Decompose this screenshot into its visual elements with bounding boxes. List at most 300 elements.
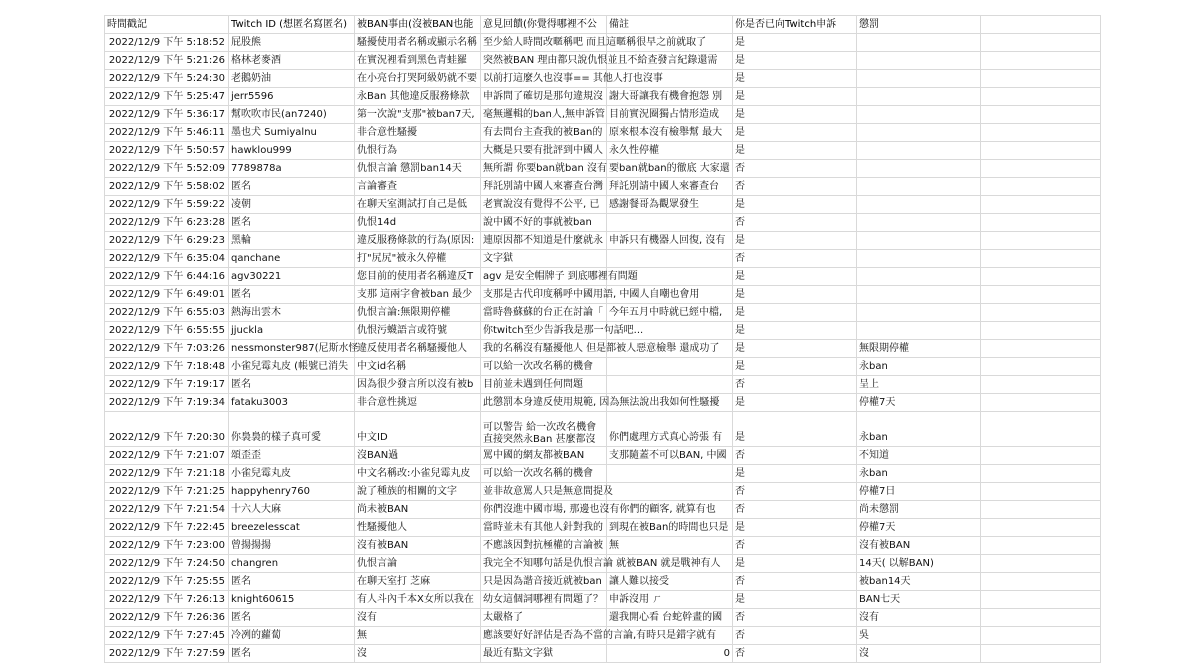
cell-timestamp[interactable]: 2022/12/9 下午 5:18:52 [105,34,229,52]
cell-appealed[interactable]: 是 [733,465,857,483]
cell-ban-reason[interactable]: 違反服務條款的行為(原因: [355,232,481,250]
cell-timestamp[interactable]: 2022/12/9 下午 7:27:45 [105,627,229,645]
header-appealed[interactable]: 你是否已向Twitch申訴 [733,16,857,34]
cell-twitch-id[interactable]: fataku3003 [229,394,355,412]
header-empty[interactable] [981,16,1101,34]
cell-penalty[interactable]: 永ban [857,412,981,447]
cell-feedback[interactable]: 支那是古代印度稱呼中國用語, 中國人自嘲也會用 [481,286,607,304]
cell-appealed[interactable]: 是 [733,70,857,88]
cell-ban-reason[interactable]: 中文名稱改:小雀兒霉丸皮 [355,465,481,483]
cell-empty[interactable] [981,160,1101,178]
cell-appealed[interactable]: 否 [733,573,857,591]
cell-twitch-id[interactable]: 黑輪 [229,232,355,250]
cell-penalty[interactable]: 沒有被BAN [857,537,981,555]
cell-twitch-id[interactable]: 熱海出雲木 [229,304,355,322]
cell-appealed[interactable]: 是 [733,358,857,376]
cell-penalty[interactable] [857,232,981,250]
cell-feedback[interactable]: 可以警告 給一次改名機會 直接突然永Ban 甚麼都沒 [481,412,607,447]
cell-penalty[interactable]: 停權7天 [857,519,981,537]
table-row [105,555,1101,573]
cell-twitch-id[interactable]: 匿名 [229,573,355,591]
cell-penalty[interactable]: BAN七天 [857,591,981,609]
table-row [105,160,1101,178]
responses-table [104,15,1101,663]
cell-timestamp[interactable]: 2022/12/9 下午 5:58:02 [105,178,229,196]
cell-notes[interactable]: 無 [607,537,733,555]
cell-notes[interactable] [607,483,733,501]
cell-penalty[interactable] [857,178,981,196]
cell-ban-reason[interactable]: 第一次說"支那"被ban7天, [355,106,481,124]
cell-feedback[interactable]: 文字獄 [481,250,607,268]
cell-timestamp[interactable]: 2022/12/9 下午 7:21:25 [105,483,229,501]
cell-twitch-id[interactable]: 冷冽的蘿蔔 [229,627,355,645]
cell-appealed[interactable]: 否 [733,627,857,645]
cell-twitch-id[interactable]: 匿名 [229,609,355,627]
cell-notes[interactable]: 謝大哥讓我有機會抱怨 別 [607,88,733,106]
cell-timestamp[interactable]: 2022/12/9 下午 5:46:11 [105,124,229,142]
cell-appealed[interactable]: 是 [733,124,857,142]
cell-feedback[interactable]: 突然被BAN 理由都只說仇恨並且不給查發言紀錄還需 [481,52,607,70]
cell-feedback[interactable]: 連原因都不知道是什麼就永 [481,232,607,250]
header-feedback[interactable]: 意見回饋(你覺得哪裡不公 [481,16,607,34]
cell-empty[interactable] [981,250,1101,268]
cell-feedback[interactable]: 我的名稱沒有騷擾他人 但是都被人惡意檢舉 還成功了 [481,340,607,358]
cell-timestamp[interactable]: 2022/12/9 下午 6:44:16 [105,268,229,286]
cell-appealed[interactable]: 否 [733,537,857,555]
cell-notes[interactable] [607,358,733,376]
cell-penalty[interactable]: 永ban [857,465,981,483]
cell-ban-reason[interactable]: 沒 [355,645,481,663]
cell-appealed[interactable]: 否 [733,501,857,519]
cell-notes[interactable]: 申訴只有機器人回復, 沒有 [607,232,733,250]
cell-penalty[interactable]: 不知道 [857,447,981,465]
cell-empty[interactable] [981,322,1101,340]
table-row [105,591,1101,609]
cell-timestamp[interactable]: 2022/12/9 下午 6:55:03 [105,304,229,322]
cell-ban-reason[interactable]: 沒BAN過 [355,447,481,465]
cell-ban-reason[interactable]: 仇恨言論:無限期停權 [355,304,481,322]
cell-feedback[interactable]: 應該要好好評估是否為不當的言論,有時只是錯字就有 [481,627,607,645]
cell-feedback[interactable]: 幼女這個詞哪裡有問題了？ [481,591,607,609]
cell-penalty[interactable] [857,106,981,124]
cell-appealed[interactable]: 否 [733,214,857,232]
cell-feedback[interactable]: 太嚴格了 [481,609,607,627]
cell-ban-reason[interactable]: 仇恨言論 懲罰ban14天 [355,160,481,178]
cell-twitch-id[interactable]: jerr5596 [229,88,355,106]
cell-timestamp[interactable]: 2022/12/9 下午 5:52:09 [105,160,229,178]
cell-twitch-id[interactable]: agv30221 [229,268,355,286]
cell-empty[interactable] [981,394,1101,412]
table-row [105,268,1101,286]
cell-timestamp[interactable]: 2022/12/9 下午 7:19:34 [105,394,229,412]
cell-penalty[interactable] [857,286,981,304]
cell-empty[interactable] [981,645,1101,663]
cell-timestamp[interactable]: 2022/12/9 下午 7:21:07 [105,447,229,465]
cell-twitch-id[interactable]: happyhenry760 [229,483,355,501]
cell-timestamp[interactable]: 2022/12/9 下午 5:25:47 [105,88,229,106]
cell-empty[interactable] [981,106,1101,124]
cell-appealed[interactable]: 是 [733,106,857,124]
cell-twitch-id[interactable]: 匿名 [229,214,355,232]
header-ban-reason[interactable]: 被BAN事由(沒被BAN也能 [355,16,481,34]
cell-twitch-id[interactable]: 匿名 [229,645,355,663]
cell-notes[interactable]: 還我開心看 台蛇幹畫的國 [607,609,733,627]
cell-twitch-id[interactable]: 凌朝 [229,196,355,214]
cell-empty[interactable] [981,232,1101,250]
cell-empty[interactable] [981,483,1101,501]
cell-penalty[interactable] [857,268,981,286]
cell-appealed[interactable]: 是 [733,142,857,160]
table-row [105,394,1101,412]
cell-timestamp[interactable]: 2022/12/9 下午 6:55:55 [105,322,229,340]
cell-ban-reason[interactable]: 永Ban 其他違反服務條款 [355,88,481,106]
table-row [105,519,1101,537]
cell-feedback[interactable]: 罵中國的網友都被BAN [481,447,607,465]
cell-feedback[interactable]: 毫無邏輯的ban人,無申訴管 [481,106,607,124]
cell-appealed[interactable]: 否 [733,447,857,465]
cell-twitch-id[interactable]: 墨也犬 Sumiyalnu [229,124,355,142]
cell-feedback[interactable]: 無所謂 你要ban就ban 沒有 [481,160,607,178]
cell-ban-reason[interactable]: 有人斗內千本X女所以我在 [355,591,481,609]
cell-appealed[interactable]: 是 [733,519,857,537]
cell-timestamp[interactable]: 2022/12/9 下午 7:21:54 [105,501,229,519]
cell-penalty[interactable]: 呈上 [857,376,981,394]
cell-notes[interactable]: 申訴沒用 ㄏ [607,591,733,609]
cell-feedback[interactable]: 至少給人時間改暱稱吧 而且這暱稱很早之前就取了 [481,34,607,52]
cell-feedback[interactable]: 最近有點文字獄 [481,645,607,663]
cell-appealed[interactable]: 否 [733,178,857,196]
cell-twitch-id[interactable]: 老鵝奶油 [229,70,355,88]
cell-twitch-id[interactable]: nessmonster987(尼斯水怪 [229,340,355,358]
cell-notes[interactable]: 拜託別請中國人來審查台 [607,178,733,196]
cell-twitch-id[interactable]: 格林老麥酒 [229,52,355,70]
cell-appealed[interactable]: 是 [733,88,857,106]
table-row [105,483,1101,501]
cell-penalty[interactable]: 永ban [857,358,981,376]
cell-timestamp[interactable]: 2022/12/9 下午 6:35:04 [105,250,229,268]
cell-feedback[interactable]: 我完全不知哪句話是仇恨言論 就被BAN 就是戰神有人 [481,555,607,573]
cell-feedback[interactable]: 你twitch至少告訴我是那一句話吧... [481,322,607,340]
cell-empty[interactable] [981,34,1101,52]
cell-appealed[interactable]: 否 [733,250,857,268]
cell-ban-reason[interactable]: 沒有 [355,609,481,627]
cell-penalty[interactable]: 沒 [857,645,981,663]
cell-timestamp[interactable]: 2022/12/9 下午 7:18:48 [105,358,229,376]
cell-empty[interactable] [981,555,1101,573]
cell-empty[interactable] [981,537,1101,555]
cell-empty[interactable] [981,52,1101,70]
cell-timestamp[interactable]: 2022/12/9 下午 7:24:50 [105,555,229,573]
cell-twitch-id[interactable]: 小雀兒霉丸皮 (帳號已消失 [229,358,355,376]
cell-ban-reason[interactable]: 仇恨言論 [355,555,481,573]
cell-empty[interactable] [981,573,1101,591]
cell-empty[interactable] [981,88,1101,106]
header-twitch-id[interactable]: Twitch ID (想匿名寫匿名) [229,16,355,34]
cell-twitch-id[interactable]: qanchane [229,250,355,268]
cell-ban-reason[interactable]: 尚未被BAN [355,501,481,519]
cell-feedback[interactable]: 老實說沒有覺得不公平, 已 [481,196,607,214]
cell-notes[interactable]: 到現在被Ban的時間也只是 [607,519,733,537]
cell-appealed[interactable]: 是 [733,52,857,70]
cell-appealed[interactable]: 是 [733,555,857,573]
cell-ban-reason[interactable]: 支那 這兩字會被ban 最少 [355,286,481,304]
cell-ban-reason[interactable]: 仇恨行為 [355,142,481,160]
cell-empty[interactable] [981,465,1101,483]
cell-empty[interactable] [981,124,1101,142]
cell-penalty[interactable] [857,160,981,178]
cell-empty[interactable] [981,304,1101,322]
cell-twitch-id[interactable]: 你裊裊的樣子真可愛 [229,412,355,447]
cell-penalty[interactable]: 尚未懲罰 [857,501,981,519]
cell-appealed[interactable]: 是 [733,232,857,250]
cell-penalty[interactable]: 停權7日 [857,483,981,501]
cell-feedback[interactable]: 可以給一次改名稱的機會 [481,358,607,376]
cell-twitch-id[interactable]: 匿名 [229,286,355,304]
cell-penalty[interactable] [857,70,981,88]
cell-empty[interactable] [981,591,1101,609]
cell-notes[interactable] [607,465,733,483]
cell-penalty[interactable] [857,214,981,232]
cell-penalty[interactable]: 無限期停權 [857,340,981,358]
cell-twitch-id[interactable]: jjuckla [229,322,355,340]
cell-twitch-id[interactable]: 小雀兒霉丸皮 [229,465,355,483]
cell-ban-reason[interactable]: 在聊天室打 芝麻 [355,573,481,591]
cell-penalty[interactable] [857,52,981,70]
cell-timestamp[interactable]: 2022/12/9 下午 5:50:57 [105,142,229,160]
cell-timestamp[interactable]: 2022/12/9 下午 7:03:26 [105,340,229,358]
cell-ban-reason[interactable]: 說了種族的相關的文字 [355,483,481,501]
cell-notes[interactable]: 支那隨蓋不可以BAN, 中國 [607,447,733,465]
cell-timestamp[interactable]: 2022/12/9 下午 6:49:01 [105,286,229,304]
cell-empty[interactable] [981,268,1101,286]
table-row [105,232,1101,250]
cell-feedback[interactable]: 此懲罰本身違反使用規範, 因為無法說出我如何性騷擾 [481,394,607,412]
table-row [105,304,1101,322]
cell-timestamp[interactable]: 2022/12/9 下午 7:22:45 [105,519,229,537]
cell-empty[interactable] [981,340,1101,358]
cell-notes[interactable] [607,214,733,232]
cell-timestamp[interactable]: 2022/12/9 下午 5:59:22 [105,196,229,214]
cell-feedback[interactable]: 當時並未有其他人針對我的 [481,519,607,537]
cell-ban-reason[interactable]: 打"尻尻"被永久停權 [355,250,481,268]
cell-penalty[interactable]: 停權7天 [857,394,981,412]
table-row [105,250,1101,268]
cell-feedback[interactable]: 申訴問了確切是那句違規沒 [481,88,607,106]
cell-timestamp[interactable]: 2022/12/9 下午 7:25:55 [105,573,229,591]
cell-empty[interactable] [981,519,1101,537]
cell-empty[interactable] [981,358,1101,376]
cell-appealed[interactable]: 否 [733,376,857,394]
cell-empty[interactable] [981,214,1101,232]
cell-ban-reason[interactable]: 中文id名稱 [355,358,481,376]
cell-timestamp[interactable]: 2022/12/9 下午 7:21:18 [105,465,229,483]
cell-penalty[interactable] [857,250,981,268]
cell-penalty[interactable] [857,304,981,322]
cell-feedback[interactable]: 可以給一次改名稱的機會 [481,465,607,483]
cell-ban-reason[interactable]: 騷擾使用者名稱或顯示名稱 [355,34,481,52]
cell-timestamp[interactable]: 2022/12/9 下午 5:21:26 [105,52,229,70]
cell-notes[interactable]: 0 [607,645,733,663]
cell-ban-reason[interactable]: 沒有被BAN [355,537,481,555]
table-row [105,196,1101,214]
cell-feedback[interactable]: 不應該因對抗極權的言論被 [481,537,607,555]
table-row [105,412,1101,447]
cell-penalty[interactable]: 被ban14天 [857,573,981,591]
cell-twitch-id[interactable]: 匿名 [229,178,355,196]
table-row [105,609,1101,627]
cell-twitch-id[interactable]: 屁股熊 [229,34,355,52]
header-row [105,16,1101,34]
cell-twitch-id[interactable]: hawklou999 [229,142,355,160]
cell-feedback[interactable]: 以前打這麼久也沒事== 其他人打也沒事 [481,70,607,88]
cell-appealed[interactable]: 是 [733,268,857,286]
cell-timestamp[interactable]: 2022/12/9 下午 5:24:30 [105,70,229,88]
cell-feedback[interactable]: 有去問台主查我的被Ban的 [481,124,607,142]
cell-ban-reason[interactable]: 中文ID [355,412,481,447]
cell-feedback[interactable]: 說中國不好的事就被ban [481,214,607,232]
cell-penalty[interactable]: 吳 [857,627,981,645]
cell-twitch-id[interactable]: 十六人大麻 [229,501,355,519]
cell-twitch-id[interactable]: knight60615 [229,591,355,609]
cell-empty[interactable] [981,286,1101,304]
cell-ban-reason[interactable]: 違反使用者名稱騷擾他人 [355,340,481,358]
cell-ban-reason[interactable]: 無 [355,627,481,645]
cell-empty[interactable] [981,609,1101,627]
cell-timestamp[interactable]: 2022/12/9 下午 5:36:17 [105,106,229,124]
cell-feedback[interactable]: 拜託別請中國人來審查台灣 [481,178,607,196]
cell-penalty[interactable] [857,34,981,52]
cell-timestamp[interactable]: 2022/12/9 下午 7:27:59 [105,645,229,663]
cell-ban-reason[interactable]: 在實況裡看到黑色青蛙羅 [355,52,481,70]
cell-appealed[interactable]: 是 [733,412,857,447]
cell-notes[interactable]: 感謝餐哥為觀眾發生 [607,196,733,214]
cell-feedback[interactable]: 目前並未遇到任何問題 [481,376,607,394]
cell-appealed[interactable]: 否 [733,483,857,501]
cell-appealed[interactable]: 是 [733,304,857,322]
cell-penalty[interactable] [857,88,981,106]
cell-twitch-id[interactable]: 曾揚揚揚 [229,537,355,555]
header-notes[interactable]: 備註 [607,16,733,34]
cell-twitch-id[interactable]: breezelesscat [229,519,355,537]
cell-appealed[interactable]: 是 [733,286,857,304]
table-row [105,34,1101,52]
table-row [105,465,1101,483]
cell-feedback[interactable]: 當時魯蘇蘇的台正在討論「 [481,304,607,322]
table-row [105,52,1101,70]
cell-empty[interactable] [981,178,1101,196]
cell-ban-reason[interactable]: 在小亮台打哭阿級奶就不要 [355,70,481,88]
table-row [105,142,1101,160]
cell-appealed[interactable]: 是 [733,34,857,52]
cell-timestamp[interactable]: 2022/12/9 下午 6:29:23 [105,232,229,250]
cell-twitch-id[interactable]: 匿名 [229,376,355,394]
cell-penalty[interactable] [857,124,981,142]
cell-penalty[interactable]: 沒有 [857,609,981,627]
cell-feedback[interactable]: 你們沒進中國市場, 那邊也沒有你們的顧客, 就算有也 [481,501,607,519]
cell-penalty[interactable] [857,142,981,160]
cell-timestamp[interactable]: 2022/12/9 下午 7:26:36 [105,609,229,627]
cell-empty[interactable] [981,501,1101,519]
table-body [105,34,1101,663]
table-row [105,70,1101,88]
cell-ban-reason[interactable]: 非合意性挑逗 [355,394,481,412]
table-row [105,376,1101,394]
cell-timestamp[interactable]: 2022/12/9 下午 7:23:00 [105,537,229,555]
header-timestamp[interactable]: 時間戳記 [105,16,229,34]
table-row [105,645,1101,663]
cell-notes[interactable]: 讓人難以接受 [607,573,733,591]
table-row [105,124,1101,142]
table-row [105,322,1101,340]
cell-appealed[interactable]: 是 [733,196,857,214]
table-row [105,106,1101,124]
cell-feedback[interactable]: 只是因為諧音接近就被ban [481,573,607,591]
cell-feedback[interactable]: 大概是只要有批評到中國人 [481,142,607,160]
cell-notes[interactable]: 永久性停權 [607,142,733,160]
table-row [105,627,1101,645]
cell-appealed[interactable]: 否 [733,645,857,663]
cell-appealed[interactable]: 否 [733,609,857,627]
cell-twitch-id[interactable]: 頌歪歪 [229,447,355,465]
cell-empty[interactable] [981,142,1101,160]
cell-ban-reason[interactable]: 性騷擾他人 [355,519,481,537]
cell-notes[interactable]: 要ban就ban的徹底 大家還 [607,160,733,178]
cell-empty[interactable] [981,412,1101,447]
cell-timestamp[interactable]: 2022/12/9 下午 7:19:17 [105,376,229,394]
cell-appealed[interactable]: 否 [733,160,857,178]
cell-appealed[interactable]: 是 [733,591,857,609]
cell-ban-reason[interactable]: 仇恨污蠛語言或符號 [355,322,481,340]
cell-feedback[interactable]: agv 是安全帽牌子 到底哪裡有問題 [481,268,607,286]
cell-twitch-id[interactable]: changren [229,555,355,573]
cell-feedback[interactable]: 並非故意罵人只是無意間提及 [481,483,607,501]
cell-penalty[interactable] [857,196,981,214]
cell-appealed[interactable]: 是 [733,394,857,412]
cell-penalty[interactable]: 14天( 以解BAN) [857,555,981,573]
cell-notes[interactable]: 今年五月中時就已經中檔, [607,304,733,322]
cell-notes[interactable] [607,376,733,394]
cell-ban-reason[interactable]: 言論審查 [355,178,481,196]
table-row [105,340,1101,358]
cell-timestamp[interactable]: 2022/12/9 下午 6:23:28 [105,214,229,232]
cell-penalty[interactable] [857,322,981,340]
table-row [105,573,1101,591]
cell-empty[interactable] [981,196,1101,214]
cell-notes[interactable]: 你們處理方式真心誇張 有 [607,412,733,447]
cell-notes[interactable]: 目前實況圈獨占情形造成 [607,106,733,124]
cell-ban-reason[interactable]: 因為很少發言所以沒有被b [355,376,481,394]
table-row [105,286,1101,304]
cell-appealed[interactable]: 是 [733,322,857,340]
cell-empty[interactable] [981,627,1101,645]
table-row [105,501,1101,519]
cell-empty[interactable] [981,70,1101,88]
cell-appealed[interactable]: 是 [733,340,857,358]
cell-ban-reason[interactable]: 非合意性騷擾 [355,124,481,142]
cell-empty[interactable] [981,447,1101,465]
cell-ban-reason[interactable]: 仇恨14d [355,214,481,232]
cell-notes[interactable] [607,250,733,268]
cell-timestamp[interactable]: 2022/12/9 下午 7:20:30 [105,412,229,447]
cell-twitch-id[interactable]: 7789878a [229,160,355,178]
cell-ban-reason[interactable]: 在聊天室測試打自己是低 [355,196,481,214]
cell-timestamp[interactable]: 2022/12/9 下午 7:26:13 [105,591,229,609]
header-penalty[interactable]: 懲罰 [857,16,981,34]
cell-twitch-id[interactable]: 幫吹吹市民(an7240) [229,106,355,124]
cell-empty[interactable] [981,376,1101,394]
cell-ban-reason[interactable]: 您目前的使用者名稱違反T [355,268,481,286]
cell-notes[interactable]: 原來根本沒有檢舉幫 最大 [607,124,733,142]
